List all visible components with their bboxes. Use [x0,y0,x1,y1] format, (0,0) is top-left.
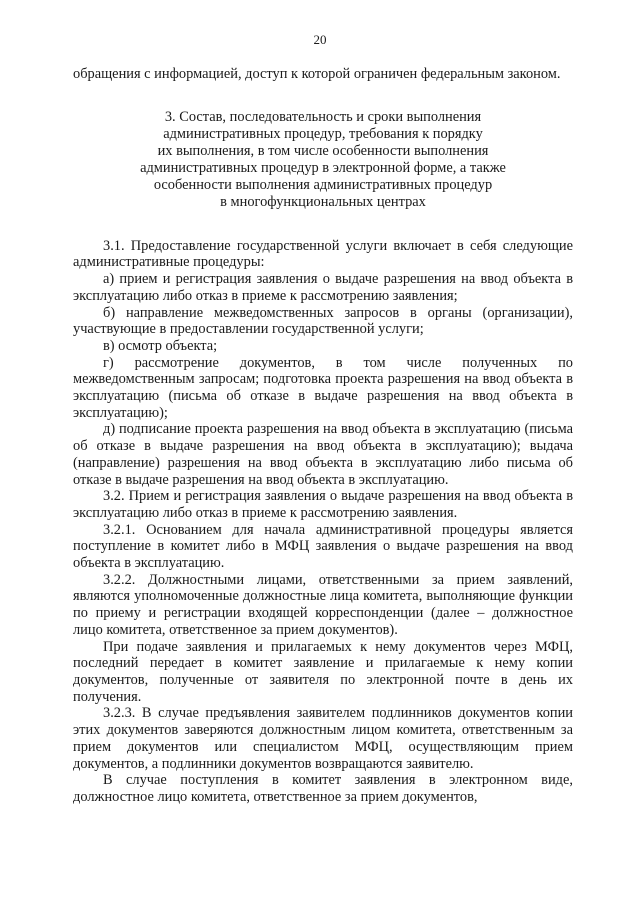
paragraph-3-2: 3.2. Прием и регистрация заявления о выдаче разрешения на ввод объекта в эксплуатацию либо отказ в приеме к рассмотрению заявления. [73,488,573,521]
page-number: 20 [313,32,327,47]
document-body [73,66,573,806]
section-title-line: их выполнения, в том числе особенности выполнения [157,142,489,159]
section-title-line: административных процедур, требования к порядку [163,125,483,142]
list-item-g: г) рассмотрение документов, в том числе полученных по межведомственным запросам; подготовка проекта разрешения на ввод объекта в эксплуатацию (письма об отказе в выдаче разрешения на ввод объекта в эксплуатацию); [73,354,573,421]
list-item-a: а) прием и регистрация заявления о выдаче разрешения на ввод объекта в эксплуатацию либо отказ в приеме к рассмотрению заявления; [73,271,573,304]
section-title-line: в многофункциональных центрах [220,193,426,210]
section-title-line: 3. Состав, последовательность и сроки выполнения [164,108,482,125]
section-title-line: административных процедур в электронной форме, а также [140,159,506,176]
paragraph-3-1: 3.1. Предоставление государственной услуги включает в себя следующие административные процедуры: [73,237,573,271]
list-item-v: в) осмотр объекта; [103,337,218,354]
section-title [73,109,573,211]
paragraph-electronic-submission: В случае поступления в комитет заявления в электронном виде, должностное лицо комитета, ответственное за прием документов, [73,772,573,805]
paragraph-3-2-3: 3.2.3. В случае предъявления заявителем подлинников документов копии этих документов заверяются должностным лицом комитета, ответственным за прием документов или специалистом МФЦ, осуществляющим прием документов, а подлинники документов возвращаются заявителю. [73,705,573,772]
intro-paragraph: обращения с информацией, доступ к которой ограничен федеральным законом. [73,66,561,82]
list-item-d: д) подписание проекта разрешения на ввод объекта в эксплуатацию (письма об отказе в выдаче разрешения на ввод объекта в эксплуатацию); выдача (направление) разрешения на ввод объекта в эксплуатацию либо письма об отказе в выдаче разрешения на ввод объекта в эксплуатацию. [73,421,573,488]
paragraph-mfc-submission: При подаче заявления и прилагаемых к нему документов через МФЦ, последний передает в комитет заявление и прилагаемые к нему копии документов, полученные от заявителя по электронной почте в день их получения. [73,638,573,705]
paragraph-3-2-1: 3.2.1. Основанием для начала административной процедуры является поступление в комитет либо в МФЦ заявления о выдаче разрешения на ввод объекта в эксплуатацию. [73,521,573,572]
section-title-line: особенности выполнения административных процедур [153,176,493,193]
paragraph-3-2-2: 3.2.2. Должностными лицами, ответственными за прием заявлений, являются уполномоченные должностные лица комитета, выполняющие функции по приему и регистрации входящей корреспонденции (далее – должностное лицо комитета, ответственное за прием документов). [73,571,573,638]
list-item-b: б) направление межведомственных запросов в органы (организации), участвующие в предоставлении государственной услуги; [73,304,573,338]
